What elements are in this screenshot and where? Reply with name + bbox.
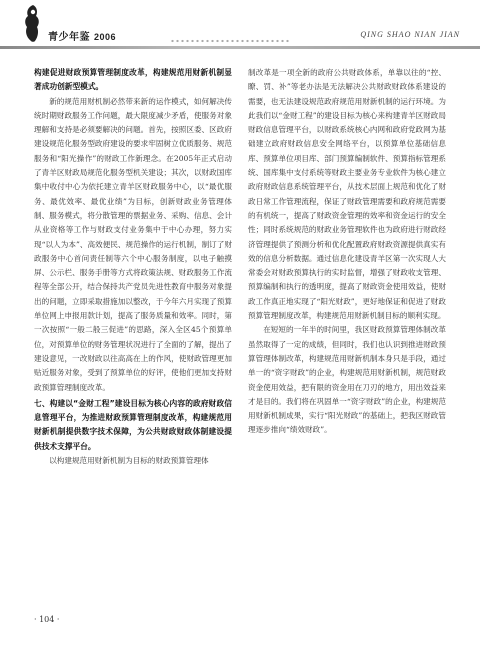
header-pinyin: QING SHAO NIAN JIAN [360,30,460,39]
section-heading: 构建促进财政预算管理制度改革，构建规范用财新机制显著成功创新型模式。 [34,68,232,92]
yearbook-name: 青少年鉴 [48,32,90,43]
yearbook-title [48,28,116,43]
header-dots-decoration [170,38,290,44]
body-paragraph: 制改革是一项全新的政府公共财政体系，单靠以往的“控、瞭、罚、补”等老办法是无法解决公共财政财政体系建设的需要，也无法建设规范政府规范用财新机制的运行环境。为此我们以“金财工程”的建设目标为核心来构建青羊区财政局财政信息管理平台，以财政系统核心内网和政府党政网为基础建立政府财政信息安全网络平台，以预算单位基础信息库、预算单位项目库、部门预算编制软件、预算指标管理系统、国库集中支付系统等财政主要业务专业软件为核心建立政府财政信息系统管理平台，从技术层面上规范和优化了财政日常工作管理流程，保证了财政管理需要和政府规范需要的有机统一，提高了财政资金管理的效率和资金运行的安全性；同时系统规范的财政业务管理软件也为政府进行财政经济管理提供了预测分析和优化配置政府财政资源提供真实有效的信息分析数据。通过信息化建设青羊区第一次实现人大常委会对财政预算执行的实时监督，增强了财政收支管理、预算编制和执行的透明度，提高了财政资金使用效益，使财政工作真正地实现了“阳光财政”，更好地保证和促进了财政预算管理制度改革，构建规范用财新机制目标的顺利实现。 [248,68,446,321]
right-column [248,66,446,438]
left-column [34,66,232,468]
section-heading: 七、构建以“金财工程”建设目标为核心内容的政府财政信息管理平台，为推进财政预算管理制度改革，构建规范用财新机制提供数字技术保障，为公共财政财政体制建设提供技术支撑平台。 [34,398,232,451]
header-rule [0,46,480,49]
body-paragraph: 以构建规范用财新机制为目标的财政预算管理体 [49,456,209,466]
body-paragraph: 在短短的一年半的时间里，我区财政预算管理体制改革虽然取得了一定的成绩，但同时，我们也认识到推进财政预算管理体制改革，构建规范用财新机制本身只是手段，通过单一的“资字财政”的企业，构建规范用财新机制，规范财政资金使用效益，把有限的资金用在刀刃的地方，用出效益来才是目的。我们将在巩固单一“资字财政”的企业，构建规范用财新机制成果，实行“阳光财政”的基础上，把我区财政管理逐步推向“绩效财政”。 [248,325,446,435]
page-header [0,0,480,56]
yearbook-year: 2006 [94,32,117,42]
logo-figure-icon [22,4,44,44]
page-number: · 104 · [34,615,60,624]
body-paragraph: 新的规范用财机制必然带来新的运作模式，如何解决传统时期财政服务工作问题，最大限度减少矛盾，使服务对象理解和支持是必须要解决的问题。首先，按照区委、区政府建设规范化服务型政府建设的要求牢固树立优质服务、规范服务和“阳光操作”的财政工作新理念。在2005年正式启动了青羊区财政局规范化服务型机关建设；其次，以财政国库集中收付中心为依托建立青羊区财政服务中心，以“最优服务、最优效率、最优业绩”为目标，创新财政业务管理体制、服务模式，将分散管理的票据业务、采购、信息、会计从业资格等工作与财政支付业务集中于中心办理，努力实现“以人为本”、高效便民、规范操作的运行机制，制订了财政服务中心首问责任制等六个中心服务制度，以电子触摸屏、公示栏、服务手册等方式将政策法规、财政服务工作流程等全部公开，结合保持共产党员先进性教育中服务对象提出的问题，立即采取措施加以整改，于今年六月实现了预算单位网上申报用款计划，提高了服务质量和效率。同时，第一次按照“一般二般三促进”的思路，深入全区45个预算单位，对预算单位的财务管理状况进行了全面的了解，提出了建设意见，一改财政以往高高在上的作风，使财政管理更加贴近服务对象，受到了预算单位的好评，使他们更加支持财政预算管理制度改革。 [34,96,232,392]
